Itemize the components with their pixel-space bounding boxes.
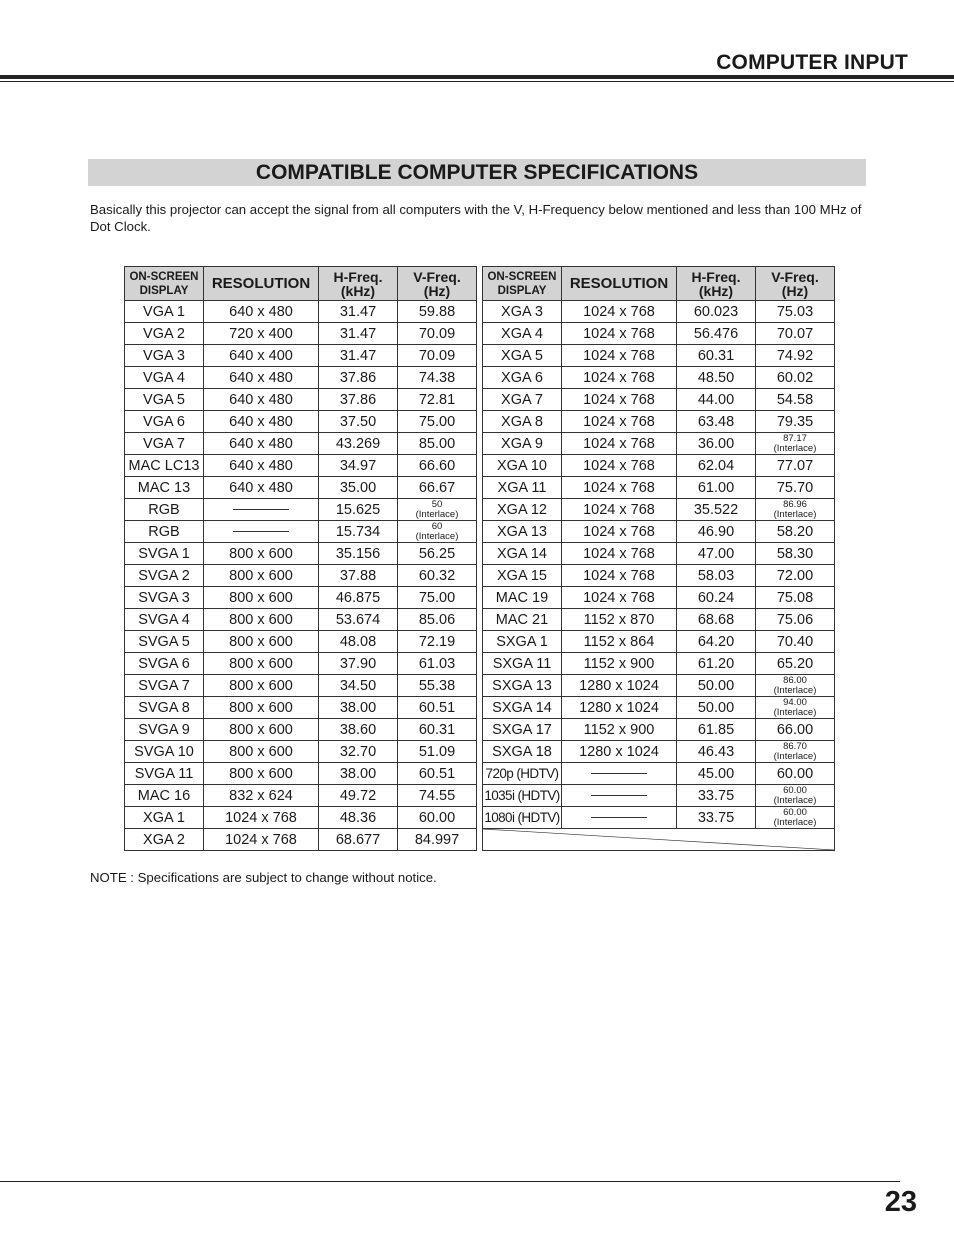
cell-resolution: 1152 x 870 [562, 609, 677, 631]
dash-line [591, 773, 647, 774]
cell-vfreq: 66.60 [398, 455, 477, 477]
cell-display: SXGA 13 [483, 675, 562, 697]
cell-display: XGA 13 [483, 521, 562, 543]
cell-resolution: 800 x 600 [204, 565, 319, 587]
cell-hfreq: 60.24 [677, 587, 756, 609]
cell-display: SVGA 10 [125, 741, 204, 763]
cell-hfreq: 37.50 [319, 411, 398, 433]
cell-vfreq: 60.00 [756, 763, 835, 785]
cell-vfreq: 60.31 [398, 719, 477, 741]
table-row [483, 719, 835, 741]
table-header-row [125, 267, 477, 301]
cell-vfreq: 75.06 [756, 609, 835, 631]
cell-display: XGA 11 [483, 477, 562, 499]
cell-display: VGA 3 [125, 345, 204, 367]
cell-display: XGA 6 [483, 367, 562, 389]
cell-resolution: 640 x 480 [204, 411, 319, 433]
cell-hfreq: 62.04 [677, 455, 756, 477]
cell-display: SXGA 14 [483, 697, 562, 719]
table-row [483, 345, 835, 367]
table-row [483, 653, 835, 675]
table-row [483, 433, 835, 455]
cell-hfreq: 15.734 [319, 521, 398, 543]
cell-hfreq: 38.00 [319, 763, 398, 785]
vfreq-note: (Interlace) [773, 706, 817, 718]
cell-hfreq: 46.875 [319, 587, 398, 609]
cell-hfreq: 31.47 [319, 323, 398, 345]
cell-resolution: 1280 x 1024 [562, 675, 677, 697]
cell-vfreq: 84.997 [398, 829, 477, 851]
cell-display: XGA 12 [483, 499, 562, 521]
table-row [125, 565, 477, 587]
cell-vfreq: 72.00 [756, 565, 835, 587]
cell-display: MAC 13 [125, 477, 204, 499]
cell-vfreq: 70.07 [756, 323, 835, 345]
table-row [483, 697, 835, 719]
table-row [483, 477, 835, 499]
cell-hfreq: 45.00 [677, 763, 756, 785]
dash-line [591, 817, 647, 818]
table-row [483, 609, 835, 631]
vfreq-value: 60.00 [783, 807, 807, 818]
spec-table-left [124, 266, 477, 851]
dash-line [591, 795, 647, 796]
intro-paragraph: Basically this projector can accept the signal from all computers with the V, H-Frequency below mentioned and less than 100 MHz of Dot Clock. [90, 202, 862, 234]
cell-resolution: 1024 x 768 [204, 807, 319, 829]
table-row [125, 631, 477, 653]
cell-vfreq: 74.38 [398, 367, 477, 389]
cell-display: VGA 7 [125, 433, 204, 455]
dash-line [233, 509, 289, 510]
cell-vfreq: 77.07 [756, 455, 835, 477]
col-header-hfreq: H-Freq. (kHz) [319, 267, 398, 301]
header-rule [0, 75, 954, 79]
cell-hfreq: 60.31 [677, 345, 756, 367]
cell-hfreq: 68.68 [677, 609, 756, 631]
cell-vfreq: 75.03 [756, 301, 835, 323]
table-row [483, 323, 835, 345]
cell-display: XGA 14 [483, 543, 562, 565]
cell-hfreq: 34.50 [319, 675, 398, 697]
cell-resolution: 800 x 600 [204, 587, 319, 609]
table-row [483, 455, 835, 477]
cell-resolution: 640 x 480 [204, 433, 319, 455]
table-row [125, 433, 477, 455]
empty-row [483, 829, 835, 851]
table-row [125, 499, 477, 521]
cell-vfreq: 60.51 [398, 697, 477, 719]
cell-vfreq: 60.32 [398, 565, 477, 587]
cell-hfreq: 33.75 [677, 785, 756, 807]
page-title: COMPATIBLE COMPUTER SPECIFICATIONS [88, 159, 866, 186]
cell-resolution: 1152 x 864 [562, 631, 677, 653]
cell-hfreq: 36.00 [677, 433, 756, 455]
vfreq-note: (Interlace) [773, 816, 817, 828]
cell-resolution: 1024 x 768 [204, 829, 319, 851]
col-header-hfreq: H-Freq. (kHz) [677, 267, 756, 301]
cell-vfreq: 74.55 [398, 785, 477, 807]
cell-resolution: 1024 x 768 [562, 499, 677, 521]
cell-display: XGA 3 [483, 301, 562, 323]
vfreq-value: 94.00 [783, 697, 807, 708]
cell-hfreq: 35.156 [319, 543, 398, 565]
cell-hfreq: 61.85 [677, 719, 756, 741]
cell-resolution: 640 x 480 [204, 389, 319, 411]
cell-resolution: 800 x 600 [204, 631, 319, 653]
table-row [483, 499, 835, 521]
cell-display: XGA 15 [483, 565, 562, 587]
cell-display: XGA 10 [483, 455, 562, 477]
table-row [125, 367, 477, 389]
cell-vfreq: 61.03 [398, 653, 477, 675]
cell-resolution: 1280 x 1024 [562, 697, 677, 719]
cell-vfreq: 72.81 [398, 389, 477, 411]
cell-display: SVGA 3 [125, 587, 204, 609]
table-row [125, 609, 477, 631]
cell-vfreq [756, 499, 835, 521]
cell-vfreq: 65.20 [756, 653, 835, 675]
cell-hfreq: 49.72 [319, 785, 398, 807]
cell-vfreq: 70.40 [756, 631, 835, 653]
cell-hfreq: 46.90 [677, 521, 756, 543]
vfreq-note: (Interlace) [773, 750, 817, 762]
cell-vfreq: 85.00 [398, 433, 477, 455]
cell-display: XGA 9 [483, 433, 562, 455]
cell-vfreq: 75.08 [756, 587, 835, 609]
cell-resolution: 1024 x 768 [562, 367, 677, 389]
cell-vfreq: 60.00 [398, 807, 477, 829]
cell-vfreq [756, 433, 835, 455]
cell-display: XGA 2 [125, 829, 204, 851]
table-row [483, 411, 835, 433]
section-title: COMPUTER INPUT [716, 51, 908, 74]
table-row [125, 389, 477, 411]
table-row [125, 829, 477, 851]
cell-display: SVGA 2 [125, 565, 204, 587]
cell-display: RGB [125, 499, 204, 521]
cell-vfreq: 58.30 [756, 543, 835, 565]
cell-vfreq [756, 697, 835, 719]
vfreq-value: 60.00 [783, 785, 807, 796]
cell-resolution: 1024 x 768 [562, 565, 677, 587]
cell-resolution [204, 499, 319, 521]
cell-display: 1035i (HDTV) [483, 785, 562, 807]
header-rule-thin [0, 81, 954, 82]
col-header-resolution: RESOLUTION [562, 267, 677, 301]
cell-resolution: 832 x 624 [204, 785, 319, 807]
cell-resolution: 1024 x 768 [562, 301, 677, 323]
cell-vfreq: 51.09 [398, 741, 477, 763]
cell-resolution: 1024 x 768 [562, 389, 677, 411]
cell-vfreq [756, 741, 835, 763]
cell-display: SVGA 5 [125, 631, 204, 653]
table-row [125, 543, 477, 565]
cell-hfreq: 64.20 [677, 631, 756, 653]
cell-vfreq: 70.09 [398, 323, 477, 345]
cell-resolution: 800 x 600 [204, 697, 319, 719]
vfreq-note: (Interlace) [773, 684, 817, 696]
cell-hfreq: 68.677 [319, 829, 398, 851]
cell-resolution: 1024 x 768 [562, 521, 677, 543]
cell-display: VGA 1 [125, 301, 204, 323]
cell-resolution: 800 x 600 [204, 675, 319, 697]
vfreq-value: 87.17 [783, 433, 807, 444]
cell-hfreq: 60.023 [677, 301, 756, 323]
cell-hfreq: 61.20 [677, 653, 756, 675]
cell-vfreq: 60.02 [756, 367, 835, 389]
table-row [483, 807, 835, 829]
table-row [125, 675, 477, 697]
vfreq-note: (Interlace) [773, 508, 817, 520]
cell-resolution: 1024 x 768 [562, 587, 677, 609]
cell-vfreq: 79.35 [756, 411, 835, 433]
table-row [125, 455, 477, 477]
cell-vfreq [756, 675, 835, 697]
footnote: NOTE : Specifications are subject to change without notice. [90, 870, 437, 885]
cell-hfreq: 37.90 [319, 653, 398, 675]
cell-vfreq: 60.51 [398, 763, 477, 785]
col-header-vfreq: V-Freq. (Hz) [756, 267, 835, 301]
cell-hfreq: 48.36 [319, 807, 398, 829]
cell-vfreq [756, 807, 835, 829]
table-row [125, 521, 477, 543]
table-row [483, 741, 835, 763]
table-row [125, 301, 477, 323]
cell-resolution: 1024 x 768 [562, 433, 677, 455]
cell-hfreq: 33.75 [677, 807, 756, 829]
cell-resolution: 640 x 480 [204, 367, 319, 389]
cell-display: SXGA 1 [483, 631, 562, 653]
cell-resolution [562, 763, 677, 785]
footer-rule [0, 1181, 900, 1182]
cell-hfreq: 35.522 [677, 499, 756, 521]
cell-vfreq: 59.88 [398, 301, 477, 323]
cell-display: VGA 6 [125, 411, 204, 433]
page-number: 23 [884, 1186, 917, 1218]
table-row [483, 631, 835, 653]
cell-display: MAC 19 [483, 587, 562, 609]
cell-resolution: 640 x 480 [204, 455, 319, 477]
cell-vfreq: 58.20 [756, 521, 835, 543]
table-row [483, 587, 835, 609]
cell-resolution: 800 x 600 [204, 653, 319, 675]
cell-vfreq: 85.06 [398, 609, 477, 631]
cell-display: 720p (HDTV) [483, 763, 562, 785]
vfreq-value: 60 [431, 521, 443, 532]
cell-resolution: 1024 x 768 [562, 411, 677, 433]
cell-resolution: 640 x 400 [204, 345, 319, 367]
cell-resolution: 1280 x 1024 [562, 741, 677, 763]
cell-display: RGB [125, 521, 204, 543]
cell-display: SVGA 9 [125, 719, 204, 741]
cell-resolution: 800 x 600 [204, 719, 319, 741]
cell-hfreq: 37.86 [319, 389, 398, 411]
cell-resolution: 1024 x 768 [562, 455, 677, 477]
cell-hfreq: 43.269 [319, 433, 398, 455]
cell-vfreq: 75.00 [398, 411, 477, 433]
cell-hfreq: 56.476 [677, 323, 756, 345]
col-header-display: ON-SCREEN DISPLAY [483, 267, 562, 301]
cell-vfreq: 70.09 [398, 345, 477, 367]
cell-hfreq: 58.03 [677, 565, 756, 587]
table-row [125, 719, 477, 741]
cell-hfreq: 50.00 [677, 697, 756, 719]
cell-display: XGA 5 [483, 345, 562, 367]
cell-hfreq: 32.70 [319, 741, 398, 763]
cell-hfreq: 46.43 [677, 741, 756, 763]
cell-hfreq: 50.00 [677, 675, 756, 697]
cell-vfreq [398, 521, 477, 543]
cell-vfreq [398, 499, 477, 521]
table-row [125, 323, 477, 345]
cell-display: SVGA 4 [125, 609, 204, 631]
table-row [125, 763, 477, 785]
diagonal-line [483, 829, 834, 850]
table-row [125, 741, 477, 763]
cell-resolution: 1024 x 768 [562, 543, 677, 565]
table-row [125, 807, 477, 829]
cell-hfreq: 38.60 [319, 719, 398, 741]
cell-display: SVGA 8 [125, 697, 204, 719]
cell-resolution: 800 x 600 [204, 763, 319, 785]
cell-vfreq: 54.58 [756, 389, 835, 411]
table-row [483, 521, 835, 543]
cell-display: XGA 7 [483, 389, 562, 411]
cell-vfreq: 72.19 [398, 631, 477, 653]
cell-display: VGA 4 [125, 367, 204, 389]
cell-hfreq: 48.50 [677, 367, 756, 389]
cell-hfreq: 31.47 [319, 345, 398, 367]
cell-resolution [204, 521, 319, 543]
vfreq-value: 86.70 [783, 741, 807, 752]
cell-display: SVGA 7 [125, 675, 204, 697]
cell-hfreq: 48.08 [319, 631, 398, 653]
cell-hfreq: 37.86 [319, 367, 398, 389]
cell-hfreq: 47.00 [677, 543, 756, 565]
cell-hfreq: 15.625 [319, 499, 398, 521]
table-row [483, 367, 835, 389]
cell-vfreq: 75.70 [756, 477, 835, 499]
table-row [483, 543, 835, 565]
cell-display: 1080i (HDTV) [483, 807, 562, 829]
table-row [125, 345, 477, 367]
cell-resolution: 640 x 480 [204, 301, 319, 323]
cell-hfreq: 63.48 [677, 411, 756, 433]
cell-resolution: 1024 x 768 [562, 477, 677, 499]
col-header-display: ON-SCREEN DISPLAY [125, 267, 204, 301]
cell-display: SXGA 11 [483, 653, 562, 675]
cell-hfreq: 38.00 [319, 697, 398, 719]
cell-resolution [562, 807, 677, 829]
cell-display: SXGA 18 [483, 741, 562, 763]
cell-display: XGA 1 [125, 807, 204, 829]
dash-line [233, 531, 289, 532]
cell-hfreq: 44.00 [677, 389, 756, 411]
table-header-row [483, 267, 835, 301]
cell-vfreq: 74.92 [756, 345, 835, 367]
cell-display: VGA 5 [125, 389, 204, 411]
cell-hfreq: 31.47 [319, 301, 398, 323]
table-row [483, 565, 835, 587]
cell-hfreq: 53.674 [319, 609, 398, 631]
cell-display: XGA 8 [483, 411, 562, 433]
cell-resolution: 800 x 600 [204, 609, 319, 631]
cell-display: SVGA 11 [125, 763, 204, 785]
table-row [483, 785, 835, 807]
cell-hfreq: 61.00 [677, 477, 756, 499]
empty-cell [483, 829, 835, 851]
col-header-vfreq: V-Freq. (Hz) [398, 267, 477, 301]
cell-display: SVGA 6 [125, 653, 204, 675]
cell-display: MAC 21 [483, 609, 562, 631]
cell-display: SXGA 17 [483, 719, 562, 741]
table-row [125, 411, 477, 433]
cell-resolution: 1024 x 768 [562, 345, 677, 367]
cell-resolution: 800 x 600 [204, 543, 319, 565]
table-row [483, 675, 835, 697]
cell-display: MAC LC13 [125, 455, 204, 477]
cell-vfreq: 66.00 [756, 719, 835, 741]
cell-hfreq: 34.97 [319, 455, 398, 477]
cell-hfreq: 35.00 [319, 477, 398, 499]
cell-display: SVGA 1 [125, 543, 204, 565]
cell-resolution: 800 x 600 [204, 741, 319, 763]
col-header-resolution: RESOLUTION [204, 267, 319, 301]
vfreq-value: 50 [431, 499, 443, 510]
cell-display: MAC 16 [125, 785, 204, 807]
table-row [125, 653, 477, 675]
vfreq-note: (Interlace) [773, 794, 817, 806]
cell-resolution: 1152 x 900 [562, 653, 677, 675]
cell-resolution: 720 x 400 [204, 323, 319, 345]
table-row [483, 389, 835, 411]
cell-resolution [562, 785, 677, 807]
cell-resolution: 1024 x 768 [562, 323, 677, 345]
vfreq-note: (Interlace) [415, 508, 459, 520]
table-row [125, 697, 477, 719]
cell-display: VGA 2 [125, 323, 204, 345]
cell-vfreq: 66.67 [398, 477, 477, 499]
table-row [483, 763, 835, 785]
cell-vfreq: 55.38 [398, 675, 477, 697]
cell-hfreq: 37.88 [319, 565, 398, 587]
vfreq-note: (Interlace) [415, 530, 459, 542]
vfreq-value: 86.00 [783, 675, 807, 686]
cell-display: XGA 4 [483, 323, 562, 345]
cell-vfreq: 56.25 [398, 543, 477, 565]
table-row [125, 785, 477, 807]
table-row [125, 587, 477, 609]
cell-resolution: 640 x 480 [204, 477, 319, 499]
table-row [483, 301, 835, 323]
cell-resolution: 1152 x 900 [562, 719, 677, 741]
table-row [125, 477, 477, 499]
vfreq-value: 86.96 [783, 499, 807, 510]
spec-table-right [482, 266, 835, 851]
cell-vfreq [756, 785, 835, 807]
cell-vfreq: 75.00 [398, 587, 477, 609]
vfreq-note: (Interlace) [773, 442, 817, 454]
